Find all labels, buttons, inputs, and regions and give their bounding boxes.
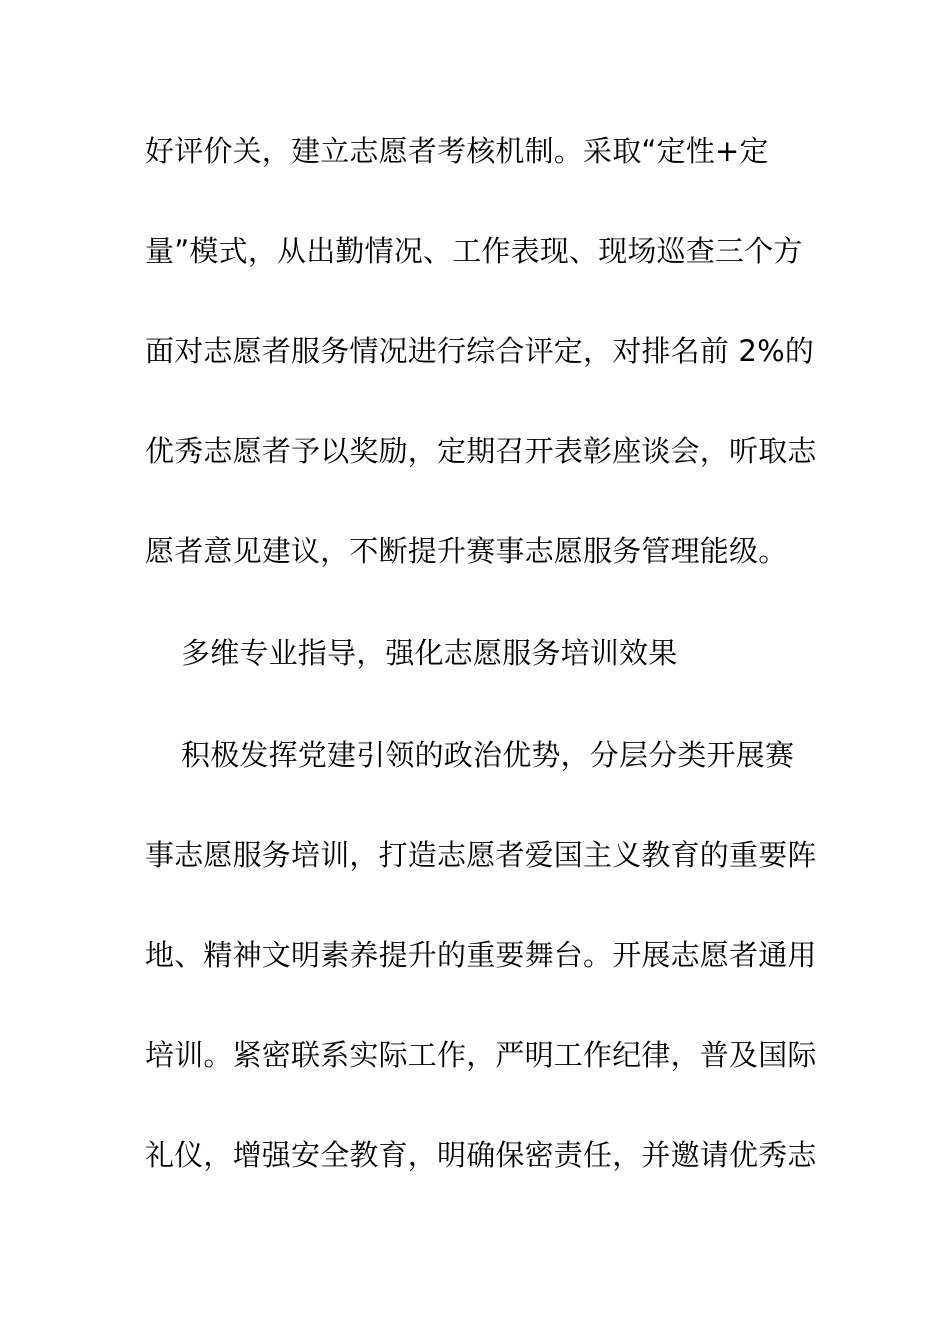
paragraph-line-6: 积极发挥党建引领的政治优势，分层分类开展赛 bbox=[181, 738, 795, 772]
paragraph-line-4: 优秀志愿者予以奖励，定期召开表彰座谈会，听取志 bbox=[145, 434, 817, 468]
section-heading: 多维专业指导，强化志愿服务培训效果 bbox=[181, 636, 678, 670]
paragraph-line-1: 好评价关，建立志愿者考核机制。采取“定性+定 bbox=[145, 134, 769, 168]
paragraph-line-7: 事志愿服务培训，打造志愿者爱国主义教育的重要阵 bbox=[145, 838, 817, 872]
paragraph-line-3: 面对志愿者服务情况进行综合评定，对排名前 2%的 bbox=[145, 334, 815, 368]
paragraph-line-9: 培训。紧密联系实际工作，严明工作纪律，普及国际 bbox=[145, 1038, 817, 1072]
paragraph-line-10: 礼仪，增强安全教育，明确保密责任，并邀请优秀志 bbox=[145, 1138, 817, 1172]
paragraph-line-5: 愿者意见建议，不断提升赛事志愿服务管理能级。 bbox=[145, 534, 788, 568]
paragraph-line-8: 地、精神文明素养提升的重要舞台。开展志愿者通用 bbox=[145, 938, 817, 972]
paragraph-line-2: 量”模式，从出勤情况、工作表现、现场巡查三个方 bbox=[145, 234, 803, 268]
